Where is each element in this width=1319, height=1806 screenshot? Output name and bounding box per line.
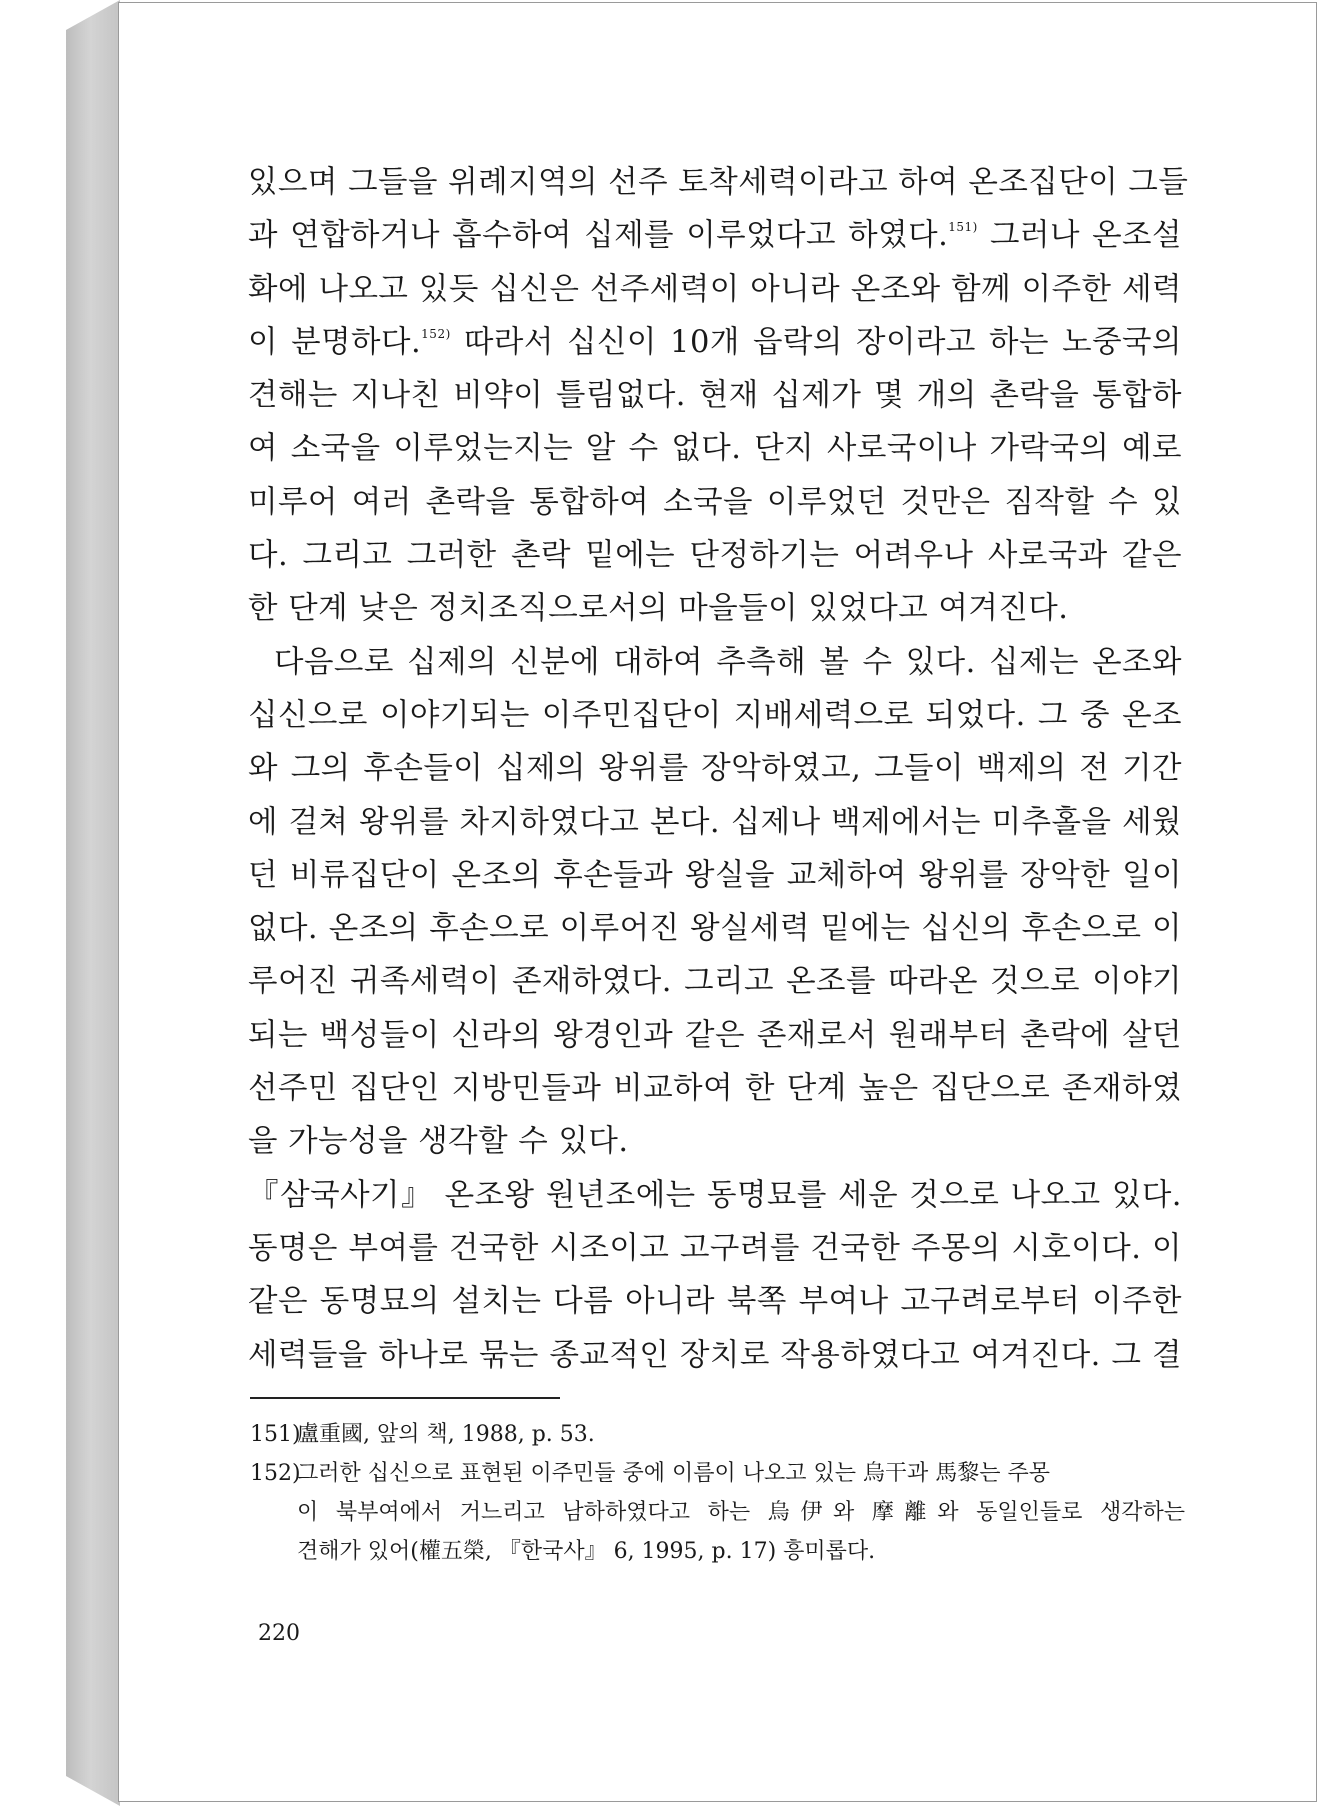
footnote-ref-151[interactable]: 151)	[948, 220, 978, 235]
text-line: 미루어 여러 촌락을 통합하여 소국을 이루었던 것만은 짐작할 수 있	[248, 484, 1182, 520]
footnote-151	[250, 1415, 1185, 1454]
text-line: 견해는 지나친 비약이 틀림없다. 현재 십제가 몇 개의 촌락을 통합하	[248, 378, 1182, 414]
footnote-number: 151)	[250, 1422, 301, 1447]
text-line: 에 걸쳐 왕위를 차지하였다고 본다. 십제나 백제에서는 미추홀을 세웠	[248, 804, 1182, 840]
footnote-text: 盧重國, 앞의 책, 1988, p. 53.	[297, 1422, 595, 1447]
text-line: 루어진 귀족세력이 존재하였다. 그리고 온조를 따라온 것으로 이야기	[248, 964, 1182, 1000]
text-line: 같은 동명묘의 설치는 다름 아니라 북쪽 부여나 고구려로부터 이주한	[248, 1284, 1182, 1320]
text-line: 세력들을 하나로 묶는 종교적인 장치로 작용하였다고 여겨진다. 그 결	[248, 1337, 1182, 1373]
text-line: 다. 그리고 그러한 촌락 밑에는 단정하기는 어려우나 사로국과 같은	[248, 538, 1182, 574]
text-line: 있으며 그들을 위례지역의 선주 토착세력이라고 하여 온조집단이 그들	[248, 165, 1189, 200]
text-line: 이 분명하다.$^{152)}$ 따라서 십신이 10개 읍락의 장이라고 하는 노중국의	[248, 324, 1182, 360]
footnote-divider	[250, 1397, 560, 1399]
text-line: 『삼국사기』 온조왕 원년조에는 동명묘를 세운 것으로 나오고 있다.	[248, 1177, 1182, 1213]
text-line: 화에 나오고 있듯 십신은 선주세력이 아니라 온조와 함께 이주한 세력	[248, 271, 1182, 307]
text-line: 한 단계 낮은 정치조직으로서의 마을들이 있었다고 여겨진다.	[248, 591, 1069, 627]
footnote-text: 이 북부여에서 거느리고 남하하였다고 하는 烏伊와 摩離와 동일인들로 생각하는	[297, 1500, 1185, 1525]
text-line: 되는 백성들이 신라의 왕경인과 같은 존재로서 원래부터 촌락에 살던	[248, 1017, 1182, 1053]
footnote-152	[250, 1454, 1185, 1493]
text-line: 십신으로 이야기되는 이주민집단이 지배세력으로 되었다. 그 중 온조	[248, 697, 1182, 733]
text-line: 여 소국을 이루었는지는 알 수 없다. 단지 사로국이나 가락국의 예로	[248, 431, 1182, 467]
footnote-text: 그러한 십신으로 표현된 이주민들 중에 이름이 나오고 있는 烏干과 馬黎는 주몽	[297, 1461, 1050, 1486]
text-line: 과 연합하거나 흡수하여 십제를 이루었다고 하였다.$^{151)}$ 그러나 온조설	[248, 218, 1182, 254]
footnotes	[250, 1415, 1185, 1571]
text-line: 다음으로 십제의 신분에 대하여 추측해 볼 수 있다. 십제는 온조와	[274, 644, 1182, 680]
text-line: 없다. 온조의 후손으로 이루어진 왕실세력 밑에는 십신의 후손으로 이	[248, 911, 1182, 947]
text-line: 을 가능성을 생각할 수 있다.	[248, 1124, 629, 1160]
text-line: 와 그의 후손들이 십제의 왕위를 장악하였고, 그들이 백제의 전 기간	[248, 751, 1182, 787]
text-line: 선주민 집단인 지방민들과 비교하여 한 단계 높은 집단으로 존재하였	[248, 1071, 1182, 1107]
book-spine	[66, 0, 120, 1806]
footnote-ref-152[interactable]: 152)	[421, 326, 451, 341]
text-line: 동명은 부여를 건국한 시조이고 고구려를 건국한 주몽의 시호이다. 이	[248, 1230, 1182, 1266]
page-number: 220	[258, 1621, 300, 1646]
text-line: 던 비류집단이 온조의 후손들과 왕실을 교체하여 왕위를 장악한 일이	[248, 857, 1182, 893]
footnote-number: 152)	[250, 1461, 301, 1486]
body-text	[248, 156, 1189, 1382]
footnote-text: 견해가 있어(權五榮, 『한국사』 6, 1995, p. 17) 흥미롭다.	[297, 1539, 876, 1564]
